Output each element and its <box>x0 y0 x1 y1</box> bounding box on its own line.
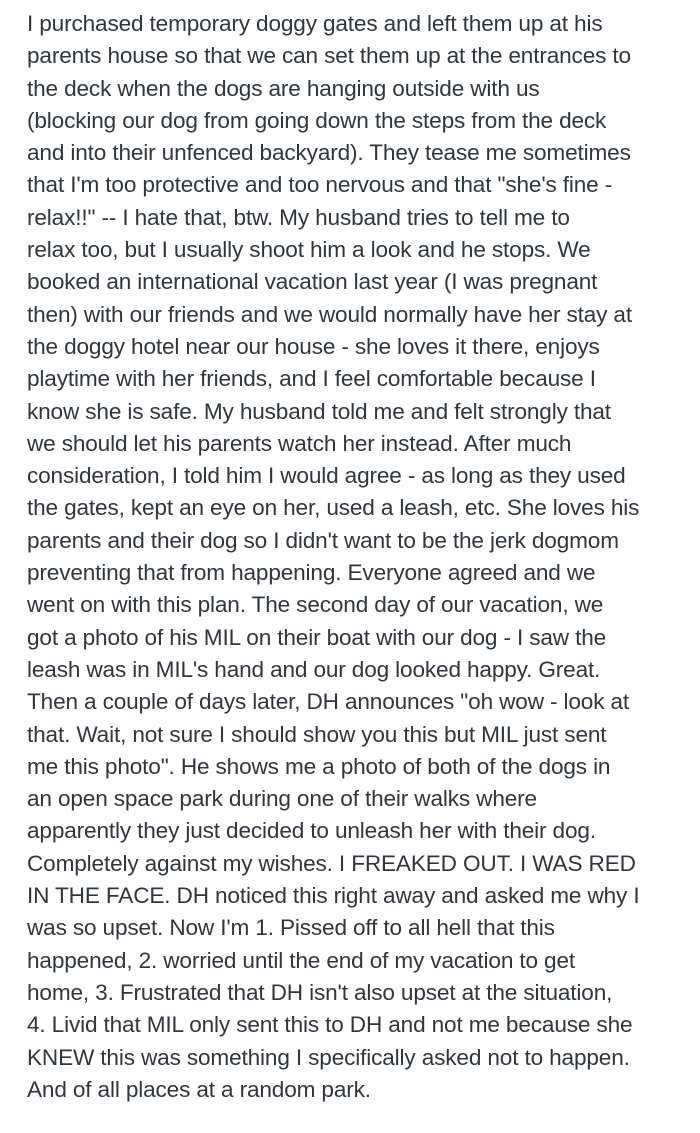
post-text-line: relax too, but I usually shoot him a look and he stops. We <box>27 237 591 263</box>
post-text-line: the doggy hotel near our house - she loves it there, enjoys <box>27 333 600 359</box>
post-text-line: home, 3. Frustrated that DH isn't also upset at the situation, <box>27 979 613 1005</box>
post-text-line: consideration, I told him I would agree - as long as they used <box>27 463 626 489</box>
post-text-line: know she is safe. My husband told me and felt strongly that <box>27 398 611 424</box>
post-text-line: (blocking our dog from going down the steps from the deck <box>27 107 607 133</box>
post-text-line: Completely against my wishes. I FREAKED OUT. I WAS RED <box>27 850 636 876</box>
post-text-line: apparently they just decided to unleash her with their dog. <box>27 818 596 844</box>
post-text-line: me this photo". He shows me a photo of both of the dogs in <box>27 753 611 779</box>
post-text-line: parents and their dog so I didn't want to be the jerk dogmom <box>27 527 619 553</box>
post-text-line: booked an international vacation last year (I was pregnant <box>27 269 598 295</box>
post-text-line: got a photo of his MIL on their boat with our dog - I saw the <box>27 624 607 650</box>
post-text-line: And of all places at a random park. <box>27 1076 371 1102</box>
post-text-line: that I'm too protective and too nervous and that "she's fine - <box>27 172 613 198</box>
post-text-line: that. Wait, not sure I should show you this but MIL just sent <box>27 721 607 747</box>
post-text-line: then) with our friends and we would normally have her stay at <box>27 301 632 327</box>
post-text-line: the deck when the dogs are hanging outside with us <box>27 75 540 101</box>
post-text-line: IN THE FACE. DH noticed this right away and asked me why I <box>27 883 640 909</box>
post-body <box>27 8 697 1106</box>
post-text-line: relax!!" -- I hate that, btw. My husband tries to tell me to <box>27 204 570 230</box>
post-text-line: went on with this plan. The second day of our vacation, we <box>27 592 604 618</box>
post-text-line: KNEW this was something I specifically asked not to happen. <box>27 1044 630 1070</box>
post-text-line: preventing that from happening. Everyone agreed and we <box>27 560 596 586</box>
post-text-line: we should let his parents watch her instead. After much <box>27 430 572 456</box>
post-text-line: leash was in MIL's hand and our dog looked happy. Great. <box>27 656 601 682</box>
post-text-line: Then a couple of days later, DH announces "oh wow - look at <box>27 689 630 715</box>
post-text-line: I purchased temporary doggy gates and left them up at his <box>27 11 603 36</box>
post-text-line: 4. Livid that MIL only sent this to DH and not me because she <box>27 1012 633 1038</box>
post-text-line: and into their unfenced backyard). They tease me sometimes <box>27 140 631 166</box>
post-text-line: was so upset. Now I'm 1. Pissed off to all hell that this <box>27 915 555 941</box>
post-text-line: parents house so that we can set them up at the entrances to <box>27 43 631 69</box>
post-text-line: happened, 2. worried until the end of my vacation to get <box>27 947 576 973</box>
post-text-line: the gates, kept an eye on her, used a leash, etc. She loves his <box>27 495 640 521</box>
post-text-line: playtime with her friends, and I feel comfortable because I <box>27 366 596 392</box>
post-text-line: an open space park during one of their walks where <box>27 786 537 812</box>
